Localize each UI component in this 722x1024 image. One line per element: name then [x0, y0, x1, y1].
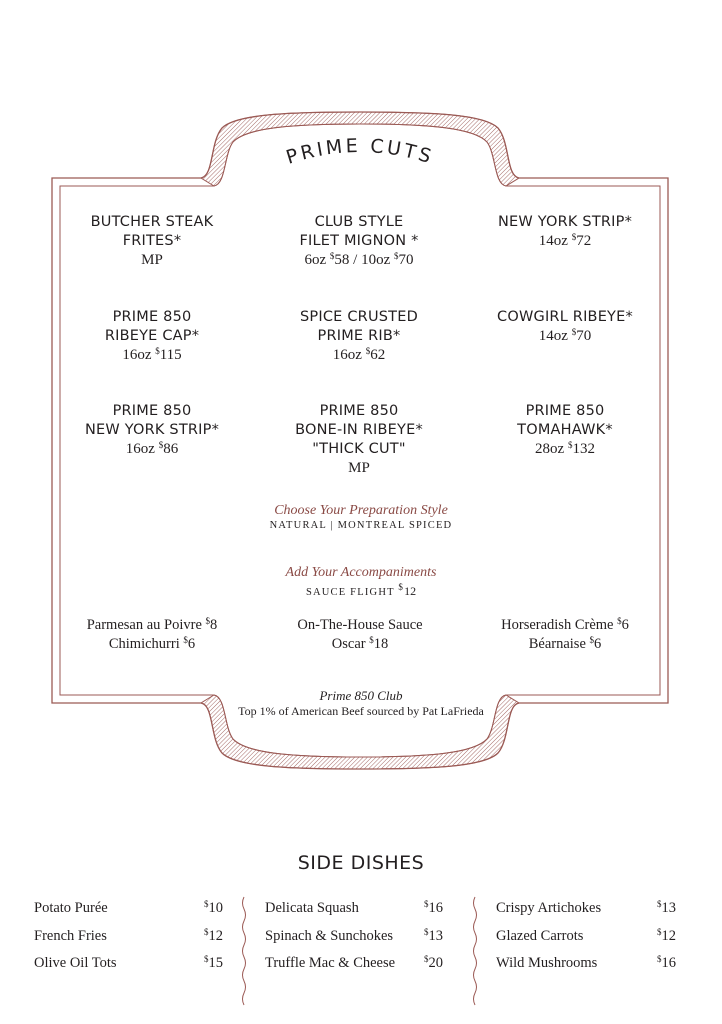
currency-symbol: $: [657, 899, 662, 909]
sides-divider-left: [243, 897, 246, 1005]
side-dish-price: [204, 900, 223, 917]
side-dish-price: [424, 928, 443, 945]
cut-price: [475, 232, 655, 251]
currency-symbol: $: [365, 346, 371, 356]
price-text: 132: [572, 441, 595, 457]
price-text: 15: [208, 955, 223, 971]
price-text: 16: [428, 900, 443, 916]
cut-price: [62, 251, 242, 270]
cut-price: [269, 251, 449, 270]
cut-name: PRIME 850: [112, 309, 192, 325]
side-dish-name: Wild Mushrooms: [496, 955, 598, 971]
cut-name: PRIME 850: [319, 403, 399, 419]
side-dish-price: [657, 955, 676, 972]
section-title: [0, 100, 722, 190]
price-text: 12: [208, 927, 223, 944]
svg-text:PRIME CUTS: [284, 135, 437, 169]
currency-symbol: $: [424, 926, 429, 937]
cut-name: PRIME RIB*: [317, 328, 401, 344]
side-dish-row: [34, 900, 223, 928]
sides-column: [265, 900, 443, 983]
side-dish-price: [204, 928, 223, 945]
currency-symbol: $: [394, 251, 399, 261]
cut-name: PRIME 850: [112, 403, 192, 419]
currency-symbol: $: [571, 232, 577, 242]
sauce-item: [260, 616, 460, 635]
cut-name: SPICE CRUSTED: [300, 309, 418, 325]
cut-item: [269, 402, 449, 478]
price-text: 72: [576, 233, 592, 249]
price-text: 6oz: [304, 252, 330, 268]
cut-item: [62, 213, 242, 270]
price-text: 16: [661, 955, 676, 971]
sauce-name: On-The-House Sauce: [297, 617, 423, 633]
currency-symbol: $: [204, 954, 209, 964]
sauce-flight-currency: $: [398, 582, 405, 592]
currency-symbol: $: [369, 635, 374, 645]
sides-column: [496, 900, 676, 983]
currency-symbol: $: [155, 346, 160, 356]
sauce-price: 6: [621, 617, 629, 633]
currency-symbol: $: [158, 440, 164, 450]
cut-name: NEW YORK STRIP*: [84, 422, 220, 438]
side-dish-price: [657, 900, 676, 917]
sauce-name: Oscar: [331, 636, 370, 652]
price-text: 14oz: [538, 233, 572, 249]
side-dish-name: Spinach & Sunchokes: [265, 927, 394, 944]
sauce-flight: [0, 584, 722, 599]
sauce-flight-price: 12: [404, 584, 417, 598]
currency-symbol: $: [657, 926, 662, 937]
side-dish-name: Glazed Carrots: [496, 927, 584, 944]
price-text: 62: [370, 347, 386, 363]
side-dish-name: Potato Purée: [34, 900, 108, 916]
price-text: 20: [428, 955, 443, 971]
cut-price: [62, 440, 242, 459]
side-dish-row: [265, 928, 443, 956]
price-text: 16oz: [122, 347, 156, 363]
accompaniments-heading: Add Your Accompaniments: [285, 565, 437, 580]
sauce-column: [52, 616, 252, 654]
currency-symbol: $: [424, 899, 429, 909]
cut-name: "THICK CUT": [312, 441, 406, 457]
sides-divider-right: [474, 897, 477, 1005]
cut-name: FILET MIGNON *: [299, 233, 419, 249]
price-text: 12: [661, 927, 676, 944]
side-dish-price: [204, 955, 223, 972]
sides-title: SIDE DISHES: [297, 852, 425, 874]
cut-price: [475, 327, 655, 346]
sauce-item: [465, 635, 665, 654]
currency-symbol: $: [329, 251, 335, 261]
side-dish-name: French Fries: [34, 927, 107, 944]
cut-item: [62, 308, 242, 365]
price-text: MP: [348, 460, 370, 476]
sauce-name: Parmesan au Poivre: [86, 617, 206, 633]
price-text: 10: [208, 900, 223, 916]
side-dish-price: [657, 928, 676, 945]
cut-item: [475, 402, 655, 459]
currency-symbol: $: [204, 926, 209, 937]
currency-symbol: $: [204, 899, 209, 909]
cut-item: [269, 213, 449, 270]
side-dish-price: [424, 955, 443, 972]
cut-name: CLUB STYLE: [314, 214, 404, 230]
price-text: 16oz: [125, 441, 159, 457]
side-dish-price: [424, 900, 443, 917]
price-text: MP: [141, 252, 163, 268]
sauce-price: 6: [187, 636, 196, 652]
price-text: 86: [163, 441, 179, 457]
side-dish-row: [265, 900, 443, 928]
club-heading: Prime 850 Club: [319, 688, 403, 703]
currency-symbol: $: [424, 954, 429, 964]
side-dish-row: [34, 955, 223, 983]
cut-name: RIBEYE CAP*: [104, 328, 200, 344]
sauce-price: 8: [210, 617, 218, 633]
price-text: 70: [576, 328, 592, 344]
cut-name: FRITES*: [122, 233, 182, 249]
side-dish-name: Crispy Artichokes: [496, 900, 602, 916]
preparation-options: NATURAL | MONTREAL SPICED: [269, 520, 453, 531]
cut-name: PRIME 850: [525, 403, 605, 419]
sauce-item: [260, 635, 460, 654]
sauce-flight-label: SAUCE FLIGHT: [305, 587, 399, 598]
currency-symbol: $: [589, 635, 595, 645]
side-dish-row: [496, 928, 676, 956]
currency-symbol: $: [183, 635, 188, 645]
sauce-name: Chimichurri: [108, 636, 184, 652]
sauce-item: [465, 616, 665, 635]
sauce-item: [52, 616, 252, 635]
section-title-text: PRIME CUTS: [283, 134, 437, 169]
currency-symbol: $: [657, 954, 662, 964]
cut-name: TOMAHAWK*: [517, 422, 613, 438]
price-text: 13: [661, 900, 676, 916]
side-dish-row: [496, 955, 676, 983]
sauce-item: [52, 635, 252, 654]
currency-symbol: $: [205, 616, 211, 626]
cut-item: [475, 213, 655, 251]
price-text: 58 / 10oz: [334, 252, 394, 268]
cut-price: [269, 346, 449, 365]
cut-item: [62, 402, 242, 459]
cut-item: [269, 308, 449, 365]
sauce-price: 18: [373, 636, 389, 652]
cut-name: BONE-IN RIBEYE*: [295, 422, 423, 438]
cut-name: COWGIRL RIBEYE*: [497, 309, 633, 325]
currency-symbol: $: [567, 440, 573, 450]
price-text: 28oz: [535, 441, 568, 457]
sides-column: [34, 900, 223, 983]
price-text: 13: [428, 927, 443, 944]
cut-name: BUTCHER STEAK: [90, 214, 214, 230]
currency-symbol: $: [571, 327, 577, 337]
side-dish-name: Truffle Mac & Cheese: [265, 955, 396, 971]
side-dish-row: [265, 955, 443, 983]
cut-item: [475, 308, 655, 346]
cut-name: NEW YORK STRIP*: [497, 214, 633, 230]
sauce-column: [465, 616, 665, 654]
cut-price: [62, 346, 242, 365]
side-dish-row: [496, 900, 676, 928]
side-dish-name: Olive Oil Tots: [34, 955, 117, 971]
club-description: Top 1% of American Beef sourced by Pat LaFrieda: [238, 704, 484, 718]
sauce-name: Horseradish Crème: [501, 617, 618, 633]
price-text: 70: [398, 252, 414, 268]
currency-symbol: $: [617, 616, 622, 626]
price-text: 115: [159, 347, 182, 363]
price-text: 14oz: [538, 328, 572, 344]
sauce-price: 6: [594, 636, 602, 652]
cut-price: [475, 440, 655, 459]
sauce-name: Béarnaise: [528, 636, 590, 652]
side-dish-row: [34, 928, 223, 956]
preparation-heading: Choose Your Preparation Style: [274, 503, 448, 518]
sauce-column: [260, 616, 460, 654]
side-dish-name: Delicata Squash: [265, 900, 359, 916]
cut-price: [269, 459, 449, 478]
price-text: 16oz: [332, 347, 366, 363]
